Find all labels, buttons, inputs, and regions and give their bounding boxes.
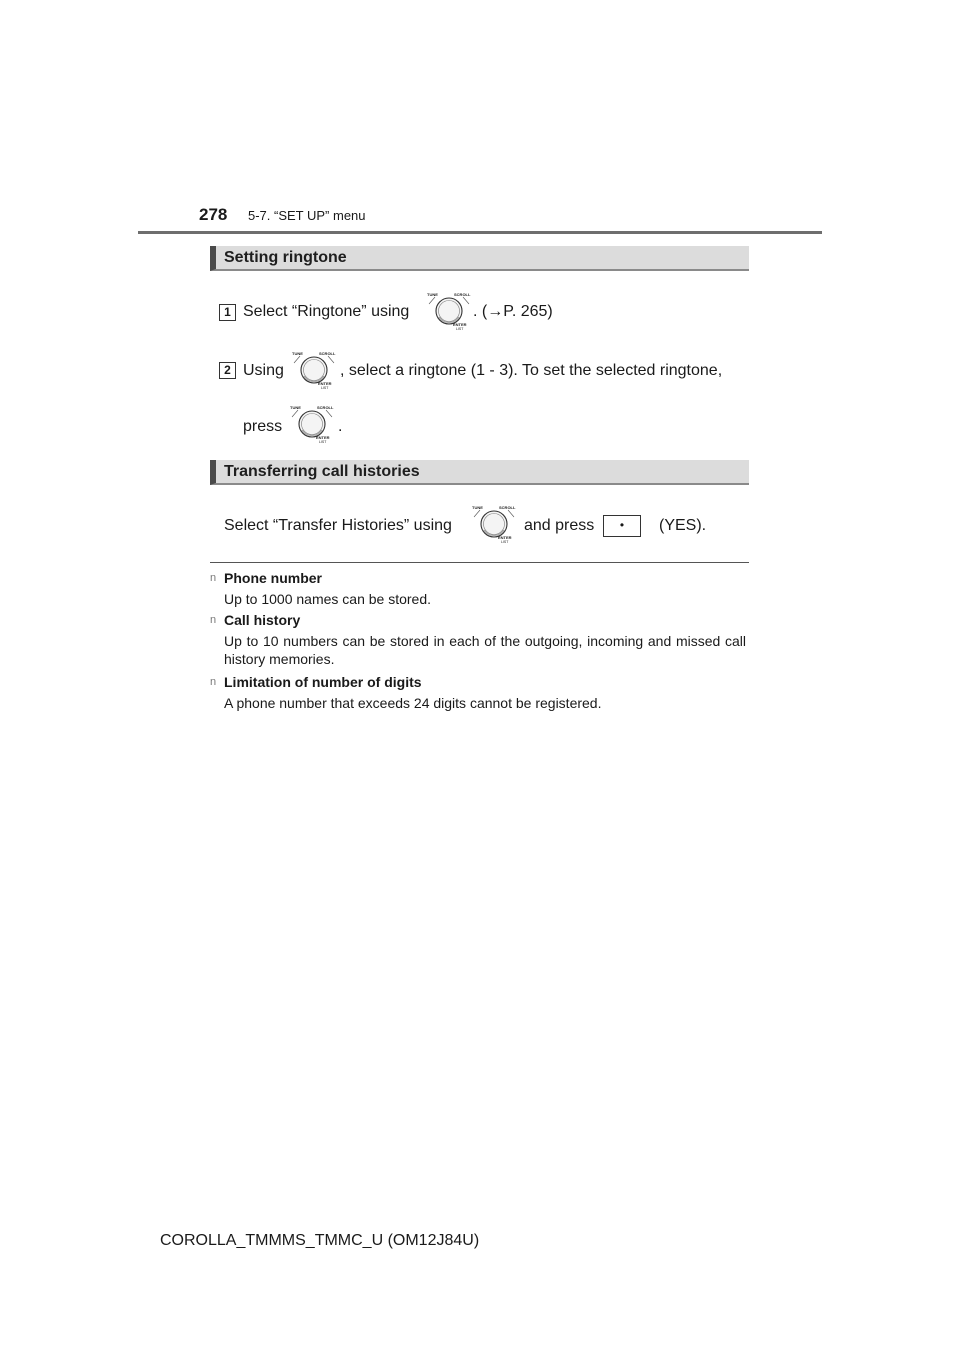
step-2-text-before: Using [243, 362, 284, 379]
section-header-transferring-call-histories [210, 460, 749, 485]
step-2-cont-before: press [243, 418, 283, 435]
header-divider [138, 231, 822, 234]
step-1-text-after: . (→P. 265) [473, 303, 553, 320]
step-2-cont-after: . [338, 418, 343, 435]
tune-scroll-knob-icon [290, 349, 338, 389]
section-title: Setting ringtone [224, 249, 347, 266]
note-heading: Call history [224, 612, 301, 628]
note-heading: Phone number [224, 570, 323, 586]
tune-scroll-knob-icon [425, 290, 473, 330]
note-body: A phone number that exceeds 24 digits cannot be registered. [224, 695, 602, 711]
bullet-icon: n [210, 614, 217, 626]
transfer-text-before: Select “Transfer Histories” using [224, 517, 452, 534]
transfer-text-after: (YES). [659, 517, 707, 534]
step-number-1: 1 [219, 304, 236, 321]
notes-divider [210, 562, 749, 563]
bullet-icon: n [210, 676, 217, 688]
note-heading: Limitation of number of digits [224, 674, 422, 690]
note-phone-number [210, 570, 748, 612]
note-call-history [210, 612, 748, 674]
section-header-setting-ringtone [210, 246, 749, 271]
step-2-text-after: , select a ringtone (1 - 3). To set the selected ringtone, [340, 362, 723, 379]
note-body: Up to 10 numbers can be stored in each of the outgoing, incoming and missed call history memories. [224, 633, 746, 667]
notes [210, 570, 748, 716]
page-number: 278 [199, 205, 228, 224]
section-title: Transferring call histories [224, 463, 420, 480]
step-1-text-before: Select “Ringtone” using [243, 303, 410, 320]
bullet-icon: n [210, 572, 217, 584]
step-number-2: 2 [219, 362, 236, 379]
note-body: Up to 1000 names can be stored. [224, 591, 432, 607]
yes-button-icon: • [603, 515, 641, 537]
note-digit-limit [210, 674, 748, 716]
transfer-text-middle: and press [524, 517, 595, 534]
document-id: COROLLA_TMMMS_TMMC_U (OM12J84U) [160, 1232, 480, 1249]
tune-scroll-knob-icon [470, 503, 518, 543]
chapter-title: 5-7. “SET UP” menu [248, 208, 366, 223]
tune-scroll-knob-icon [288, 403, 336, 443]
